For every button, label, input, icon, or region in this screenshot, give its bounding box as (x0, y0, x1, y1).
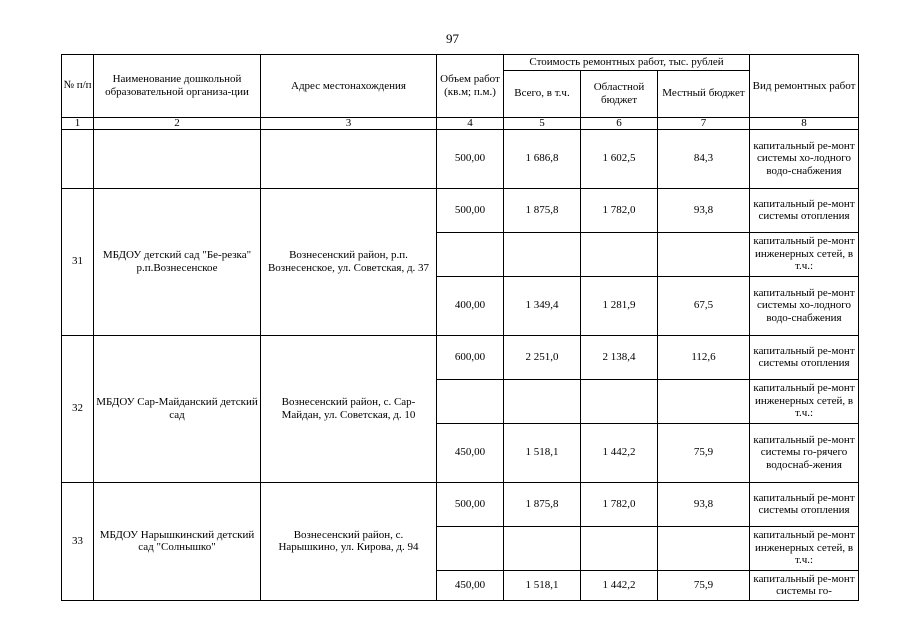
work-type-cell: капитальный ре-монт системы отопления (750, 188, 859, 232)
column-number: 7 (658, 117, 750, 129)
repair-works-table (61, 54, 859, 601)
table-row (62, 129, 859, 188)
volume-cell: 500,00 (437, 188, 504, 232)
regional-cell: 1 442,2 (581, 423, 658, 482)
volume-cell: 600,00 (437, 335, 504, 379)
regional-cell: 1 602,5 (581, 129, 658, 188)
row-address-cell (261, 129, 437, 188)
org-address: Вознесенский район, с. Нарышкино, ул. Кирова, д. 94 (261, 482, 437, 600)
total-cell: 1 518,1 (504, 423, 581, 482)
row-num-cell (62, 129, 94, 188)
total-cell (504, 379, 581, 423)
local-cell: 93,8 (658, 188, 750, 232)
column-number: 6 (581, 117, 658, 129)
total-cell: 1 875,8 (504, 188, 581, 232)
work-type-cell: капитальный ре-монт системы го- (750, 570, 859, 600)
header-cost-group: Стоимость ремонтных работ, тыс. рублей (504, 55, 750, 71)
org-name: МБДОУ Нарышкинский детский сад "Солнышко" (94, 482, 261, 600)
work-type-cell: капитальный ре-монт инженерных сетей, в т.ч.: (750, 232, 859, 276)
work-type-cell: капитальный ре-монт системы го-рячего водоснаб-жения (750, 423, 859, 482)
regional-cell (581, 526, 658, 570)
regional-cell (581, 379, 658, 423)
org-name: МБДОУ Сар-Майданский детский сад (94, 335, 261, 482)
local-cell: 75,9 (658, 423, 750, 482)
local-cell (658, 379, 750, 423)
local-cell (658, 526, 750, 570)
local-cell (658, 232, 750, 276)
header-volume: Объем работ (кв.м; п.м.) (437, 55, 504, 118)
local-cell: 84,3 (658, 129, 750, 188)
table-row (62, 482, 859, 526)
work-type-cell: капитальный ре-монт системы отопления (750, 335, 859, 379)
header-regional: Областной бюджет (581, 70, 658, 117)
local-cell: 93,8 (658, 482, 750, 526)
column-number: 2 (94, 117, 261, 129)
total-cell: 1 349,4 (504, 276, 581, 335)
org-name: МБДОУ детский сад "Бе-резка" р.п.Вознесенское (94, 188, 261, 335)
column-number: 8 (750, 117, 859, 129)
column-number: 4 (437, 117, 504, 129)
total-cell: 1 875,8 (504, 482, 581, 526)
total-cell: 2 251,0 (504, 335, 581, 379)
regional-cell: 1 782,0 (581, 188, 658, 232)
header-work-type: Вид ремонтных работ (750, 55, 859, 118)
regional-cell: 2 138,4 (581, 335, 658, 379)
org-address: Вознесенский район, р.п. Вознесенское, ул. Советская, д. 37 (261, 188, 437, 335)
local-cell: 112,6 (658, 335, 750, 379)
total-cell (504, 526, 581, 570)
work-type-cell: капитальный ре-монт системы отопления (750, 482, 859, 526)
total-cell: 1 518,1 (504, 570, 581, 600)
regional-cell (581, 232, 658, 276)
column-number: 3 (261, 117, 437, 129)
local-cell: 75,9 (658, 570, 750, 600)
column-number: 1 (62, 117, 94, 129)
volume-cell: 500,00 (437, 129, 504, 188)
total-cell (504, 232, 581, 276)
header-total: Всего, в т.ч. (504, 70, 581, 117)
total-cell: 1 686,8 (504, 129, 581, 188)
volume-cell: 500,00 (437, 482, 504, 526)
page-number: 97 (446, 31, 459, 46)
row-name-cell (94, 129, 261, 188)
regional-cell: 1 281,9 (581, 276, 658, 335)
work-type-cell: капитальный ре-монт инженерных сетей, в т.ч.: (750, 379, 859, 423)
regional-cell: 1 782,0 (581, 482, 658, 526)
work-type-cell: капитальный ре-монт инженерных сетей, в т.ч.: (750, 526, 859, 570)
local-cell: 67,5 (658, 276, 750, 335)
header-local: Местный бюджет (658, 70, 750, 117)
header-name: Наименование дошкольной образовательной организа-ции (94, 55, 261, 118)
org-address: Вознесенский район, с. Сар-Майдан, ул. Советская, д. 10 (261, 335, 437, 482)
volume-cell: 450,00 (437, 570, 504, 600)
volume-cell: 400,00 (437, 276, 504, 335)
table-row (62, 188, 859, 232)
org-number: 32 (62, 335, 94, 482)
org-number: 31 (62, 188, 94, 335)
volume-cell (437, 379, 504, 423)
column-number: 5 (504, 117, 581, 129)
volume-cell: 450,00 (437, 423, 504, 482)
header-num: № п/п (62, 55, 94, 118)
header-address: Адрес местонахождения (261, 55, 437, 118)
volume-cell (437, 232, 504, 276)
table-row (62, 335, 859, 379)
regional-cell: 1 442,2 (581, 570, 658, 600)
volume-cell (437, 526, 504, 570)
work-type-cell: капитальный ре-монт системы хо-лодного водо-снабжения (750, 276, 859, 335)
work-type-cell: капитальный ре-монт системы хо-лодного водо-снабжения (750, 129, 859, 188)
org-number: 33 (62, 482, 94, 600)
